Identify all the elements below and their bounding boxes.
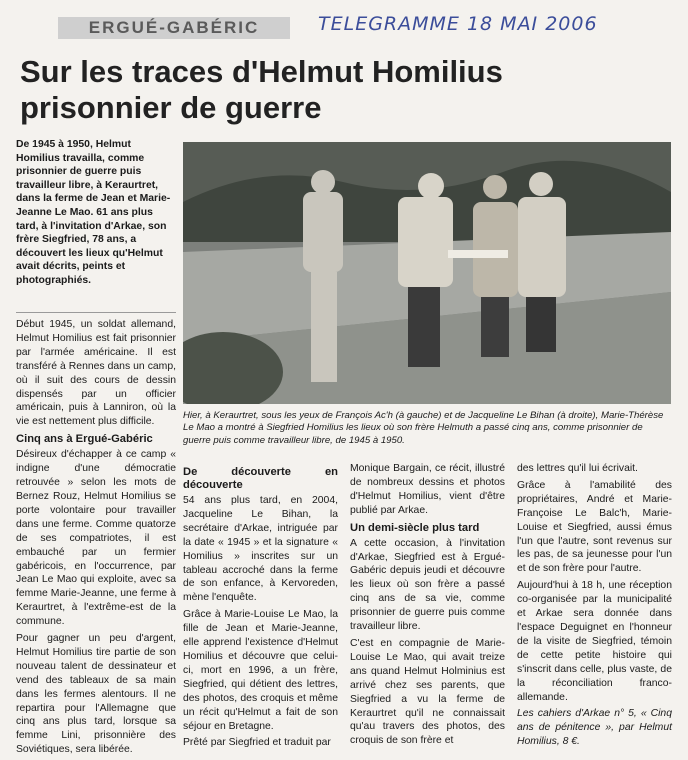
- subheading-cinq-ans: Cinq ans à Ergué-Gabéric: [16, 433, 153, 446]
- column-4-paragraph-2: Grâce à l'amabilité des propriétaires, André et Marie-Françoise Le Balc'h, Marie-Louise et Siegfried, aussi émus l'un que l'autre, sont revenus sur les pas, de sa jeunesse pour l'un et de son frère pour l'autre.: [517, 479, 672, 575]
- column-2: [183, 462, 338, 753]
- column-1-paragraph-2: Désireux d'échapper à ce camp « indigne d'une démocratie retrouvée » selon les mots de Bernez Rouz, Helmut Homilius se porte volontaire pour travailler dans une ferme. Comme quatorze de ses compatriotes, il est embauché par un fermier gabéricois, en l'occurrence, par Jean Le Mao qui exploite, avec sa femme Marie-Jeanne, une ferme à Keraurtret, à l'extrême-est de la commune.: [16, 449, 176, 628]
- headline-line-1: Sur les traces d'Helmut Homilius: [20, 54, 503, 89]
- column-1-paragraph-1: Début 1945, un soldat allemand, Helmut Homilius est fait prisonnier par l'armée américaine. Il est transféré à Rennes dans un camp, où il suit des cours de dessin dispensés par un officier américain, puis à Lanniron, où la vie est nettement plus difficile.: [16, 319, 176, 428]
- column-3-paragraph-1: Monique Bargain, ce récit, illustré de nombreux dessins et photos d'Helmut Homilius, vient d'être publié par Arkae.: [350, 463, 505, 516]
- column-2-paragraph-3: Prêté par Siegfried et traduit par: [183, 737, 331, 749]
- source-note: Les cahiers d'Arkae n° 5, « Cinq ans de pénitence », par Helmut Homilius, 8 €.: [517, 708, 672, 748]
- headline-line-2: prisonnier de guerre: [20, 90, 322, 125]
- column-4-paragraph-3: Aujourd'hui à 18 h, une réception co-organisée par la municipalité et Arkae sera donnée dans l'espace Deguignet en l'honneur de la visite de Siegfried, témoin de cette petite histoire qui s'inscrit dans celle, plus vaste, de la réconciliation franco-allemande.: [517, 580, 672, 703]
- column-1-paragraph-3: Pour gagner un peu d'argent, Helmut Homilius tire partie de son nouveau talent de dessinateur et vend des tableaux de sa main dans les fermes alentours. Il ne repartira pour l'Allemagne que cinq ans plus tard, lorsque sa femme Lini, prisonnière des Soviétiques, sera libérée.: [16, 633, 176, 756]
- column-3-paragraph-2: A cette occasion, à l'invitation d'Arkae, Siegfried est à Ergué-Gabéric depuis jeudi et découvre les lieux où son frère a passé cinq ans de sa vie, comme prisonnier de guerre puis comme travailleur libre.: [350, 537, 505, 633]
- section-rubric: ERGUÉ-GABÉRIC: [58, 17, 290, 39]
- subheading-decouverte: De découverte en découverte: [183, 466, 338, 491]
- handwritten-source-note: TELEGRAMME 18 MAI 2006: [318, 13, 598, 35]
- column-3-paragraph-3: C'est en compagnie de Marie-Louise Le Mao, qui avait treize ans quand Helmut Holminius est arrivé chez ses parents, que Siegfried a vu la ferme de Keraurtret qu'il ne connaissait qu'au travers des photos, des croquis de son frère et: [350, 637, 505, 747]
- column-3: [350, 462, 505, 751]
- lead-paragraph: De 1945 à 1950, Helmut Homilius travailla, comme prisonnier de guerre puis travailleur libre, à Keraurtret, dans la ferme de Jean et Marie-Jeanne Le Mao. 61 ans plus tard, à l'invitation d'Arkae, son frère Siegfried, 78 ans, a découvert les lieux qu'Helmut avait décrits, peints et photographiés.: [16, 139, 171, 286]
- column-2-paragraph-2: Grâce à Marie-Louise Le Mao, la fille de Jean et Marie-Jeanne, elle apprend l'existence d'Helmut Homilius et découvre que celui-ci, mort en 1996, a un frère, Siegfried, qui détient des lettres, des photos, des croquis et même un récit qu'Helmut a fait de son séjour en Bretagne.: [183, 609, 338, 732]
- photo-illustration: [183, 142, 671, 404]
- subheading-demi-siecle: Un demi-siècle plus tard: [350, 521, 480, 534]
- column-4-paragraph-1: des lettres qu'il lui écrivait.: [517, 463, 638, 474]
- column-2-paragraph-1: 54 ans plus tard, en 2004, Jacqueline Le Bihan, la secrétaire d'Arkae, intriguée par la date « 1945 » et la signature « Homilius » inscrites sur un tableau accroché dans la ferme de son enfance, à Kervoreden, mène l'enquête.: [183, 495, 338, 604]
- divider: [16, 312, 176, 313]
- headline: [20, 54, 670, 126]
- page-header: [0, 0, 688, 44]
- column-1: [16, 318, 176, 760]
- article-photo: [183, 142, 671, 404]
- column-4: [517, 462, 672, 752]
- photo-caption: Hier, à Keraurtret, sous les yeux de François Ac'h (à gauche) et de Jacqueline Le Bihan (à droite), Marie-Thérèse Le Mao a montré à Siegfried Homilius les lieux où son frère Helmuth a passé cinq ans, comme prisonnier de guerre puis comme travailleur libre, de 1945 à 1950.: [183, 410, 664, 446]
